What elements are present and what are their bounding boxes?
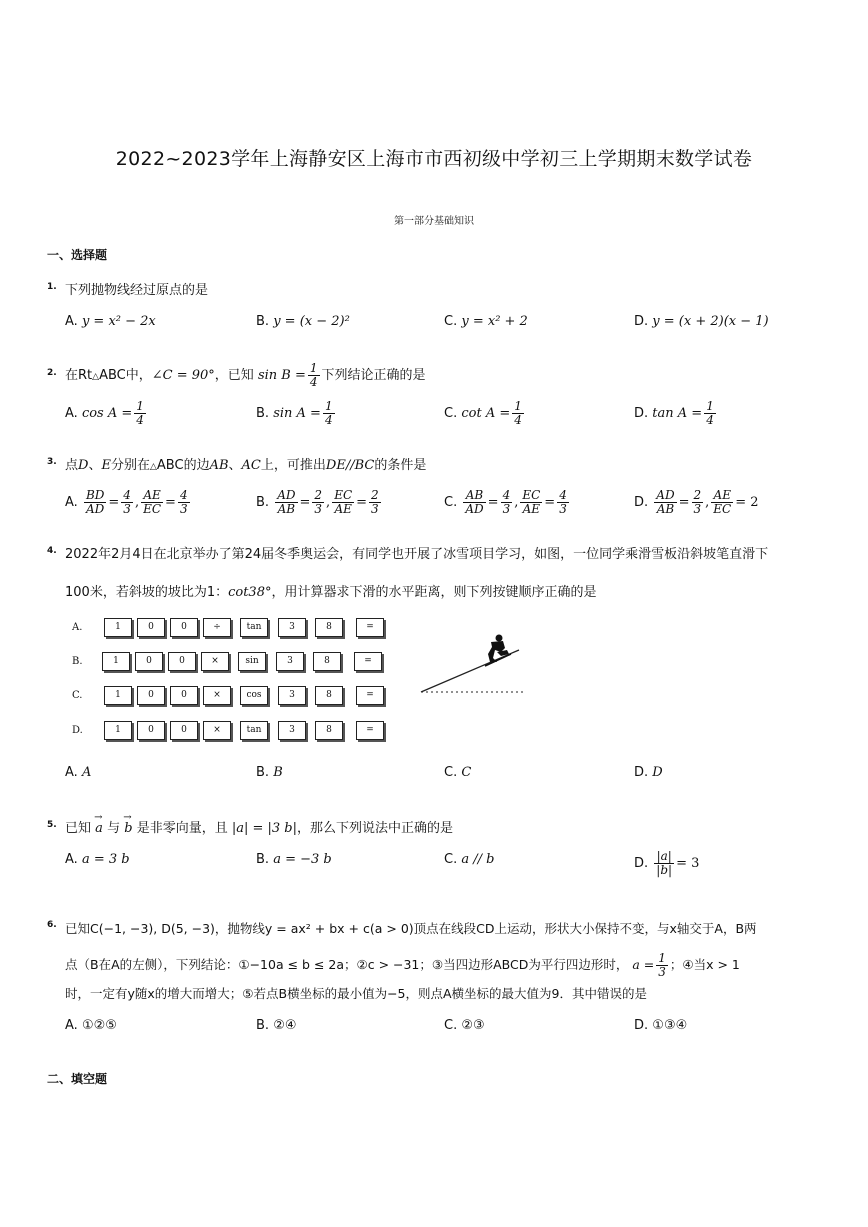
- option-c[interactable]: C. a // b: [444, 852, 495, 867]
- part-subtitle: 第一部分基础知识: [394, 216, 474, 227]
- key: 8: [315, 618, 343, 637]
- option-d[interactable]: D. $\frac{|a|}{|b|}$ = 3: [634, 849, 700, 877]
- option-d[interactable]: D. tan A = $\frac{1}{4}$: [634, 399, 714, 427]
- key: 0: [170, 721, 198, 740]
- key: 0: [170, 618, 198, 637]
- question-number: 3.: [47, 457, 57, 467]
- question-number: 5.: [47, 820, 57, 830]
- key: ×: [203, 686, 231, 705]
- question-number: 1.: [47, 282, 57, 292]
- key: 3: [278, 721, 306, 740]
- question-stem-line-1: 已知C(−1, −3), D(5, −3)，抛物线y = ax² + bx + c(a > 0)顶点在线段CD上运动，形状大小保持不变，与x轴交于A，B两: [65, 921, 757, 936]
- key: 8: [315, 721, 343, 740]
- keypad-row-label: D.: [72, 725, 83, 736]
- option-a[interactable]: A. $\frac{BD}{AD}$ = $\frac{4}{3}$ , $\frac{AE}{EC}$ = $\frac{4}{3}$: [65, 488, 188, 516]
- option-b[interactable]: B. a = −3 b: [256, 852, 332, 867]
- option-b[interactable]: B. $\frac{AD}{AB}$ = $\frac{2}{3}$ , $\frac{EC}{AE}$ = $\frac{2}{3}$: [256, 488, 379, 516]
- calculator-keypad-figure: [72, 618, 392, 746]
- key: tan: [240, 721, 268, 740]
- option-c[interactable]: C. y = x² + 2: [444, 314, 528, 329]
- key: 0: [168, 652, 196, 671]
- option-a[interactable]: A. ①②⑤: [65, 1018, 117, 1033]
- key: 1: [104, 618, 132, 637]
- key: 3: [278, 686, 306, 705]
- key: 8: [313, 652, 341, 671]
- page-title: 2022~2023学年上海静安区上海市市西初级中学初三上学期期末数学试卷: [115, 148, 753, 170]
- skier-icon: [485, 635, 511, 667]
- option-c[interactable]: C. $\frac{AB}{AD}$ = $\frac{4}{3}$ , $\frac{EC}{AE}$ = $\frac{4}{3}$: [444, 488, 567, 516]
- option-c[interactable]: C. ②③: [444, 1018, 485, 1033]
- option-d[interactable]: D. ①③④: [634, 1018, 688, 1033]
- question-stem-line-2: 点（B在A的左侧），下列结论：①−10a ≤ b ≤ 2a；②c > −31；③当四边形ABCD为平行四边形时， a = $\frac{1}{3}$ ；④当x > 1: [65, 951, 740, 979]
- option-a[interactable]: A. y = x² − 2x: [65, 314, 156, 329]
- keypad-row-label: A.: [72, 622, 83, 633]
- question-stem-line-2: 100米，若斜坡的坡比为1：cot38°，用计算器求下滑的水平距离，则下列按键顺序正确的是: [65, 585, 597, 600]
- question-number: 6.: [47, 920, 57, 930]
- option-a[interactable]: A. cos A = $\frac{1}{4}$: [65, 399, 144, 427]
- key: 0: [135, 652, 163, 671]
- option-d[interactable]: D. D: [634, 765, 663, 780]
- question-number: 2.: [47, 368, 57, 378]
- question-stem: 在Rt△ABC中，∠C = 90°，已知 sin B = $\frac{1}{4}$ 下列结论正确的是: [65, 361, 426, 389]
- key: 1: [104, 721, 132, 740]
- option-c[interactable]: C. C: [444, 765, 472, 780]
- key: sin: [238, 652, 266, 671]
- skier-slope-figure: [415, 628, 530, 700]
- option-d[interactable]: D. $\frac{AD}{AB}$ = $\frac{2}{3}$ , $\frac{AE}{EC}$ = 2: [634, 488, 759, 516]
- key: 1: [104, 686, 132, 705]
- option-b[interactable]: B. ②④: [256, 1018, 297, 1033]
- option-a[interactable]: A. A: [65, 765, 92, 780]
- question-stem: 点D、E分别在△ABC的边AB、AC上，可推出DE//BC的条件是: [65, 458, 427, 473]
- key: ×: [203, 721, 231, 740]
- key: 3: [276, 652, 304, 671]
- key: 0: [137, 686, 165, 705]
- question-number: 4.: [47, 546, 57, 556]
- keypad-row-label: C.: [72, 690, 83, 701]
- section-choice-heading: 一、选择题: [47, 248, 108, 262]
- key: =: [354, 652, 382, 671]
- option-b[interactable]: B. sin A = $\frac{1}{4}$: [256, 399, 333, 427]
- option-b[interactable]: B. y = (x − 2)²: [256, 314, 350, 329]
- key: 0: [170, 686, 198, 705]
- key: =: [356, 721, 384, 740]
- option-d[interactable]: D. y = (x + 2)(x − 1): [634, 314, 769, 329]
- section-fill-heading: 二、填空题: [47, 1072, 108, 1086]
- key: =: [356, 618, 384, 637]
- key: ÷: [203, 618, 231, 637]
- option-c[interactable]: C. cot A = $\frac{1}{4}$: [444, 399, 522, 427]
- question-stem-line-1: 2022年2月4日在北京举办了第24届冬季奥运会，有同学也开展了冰雪项目学习，如图，一位同学乘滑雪板沿斜坡笔直滑下: [65, 547, 769, 562]
- question-stem-line-3: 时，一定有y随x的增大而增大；⑤若点B横坐标的最小值为−5，则点A横坐标的最大值为9．其中错误的是: [65, 986, 648, 1001]
- key: 1: [102, 652, 130, 671]
- option-b[interactable]: B. B: [256, 765, 283, 780]
- key: tan: [240, 618, 268, 637]
- key: ×: [201, 652, 229, 671]
- key: 3: [278, 618, 306, 637]
- key: 0: [137, 618, 165, 637]
- key: cos: [240, 686, 268, 705]
- key: 8: [315, 686, 343, 705]
- key: =: [356, 686, 384, 705]
- option-a[interactable]: A. a = 3 b: [65, 852, 130, 867]
- key: 0: [137, 721, 165, 740]
- question-stem: 已知 → a 与 → b 是非零向量，且 |a| = |3 b|，那么下列说法中正确的是: [65, 819, 453, 839]
- question-stem: 下列抛物线经过原点的是: [65, 283, 209, 298]
- keypad-row-label: B.: [72, 656, 83, 667]
